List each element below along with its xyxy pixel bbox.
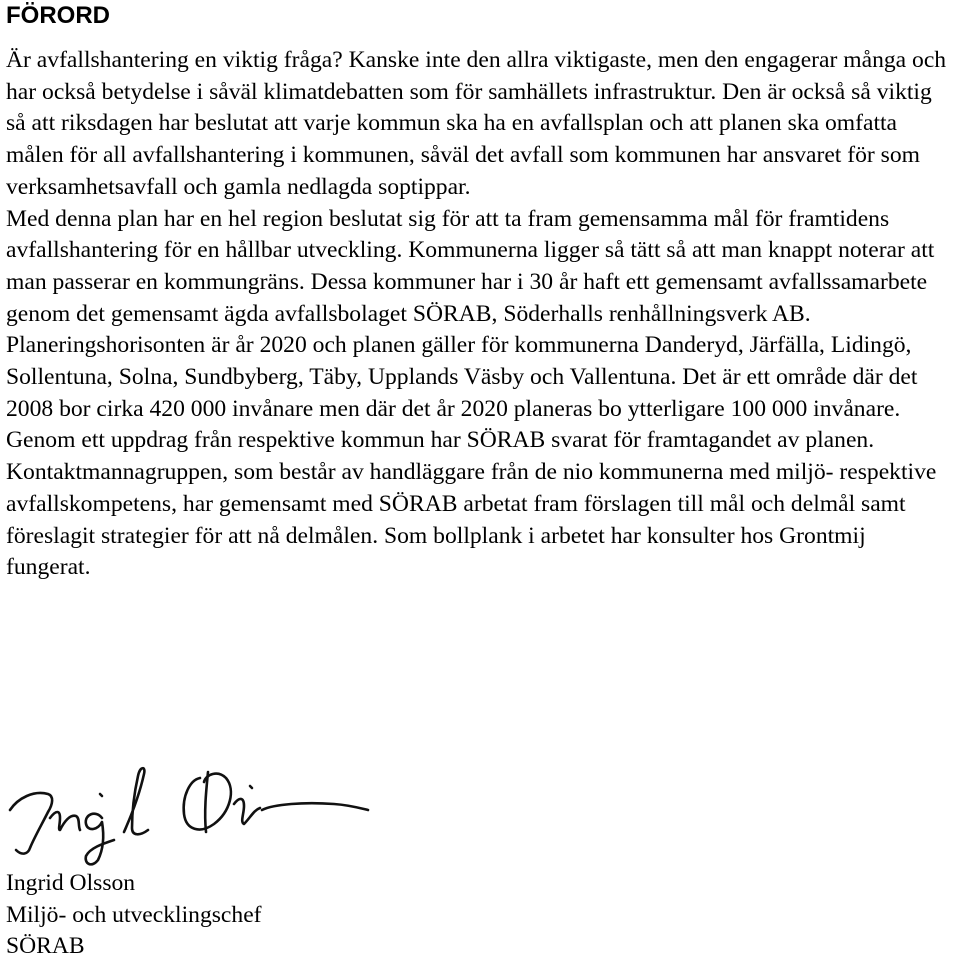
paragraph-1: Är avfallshantering en viktig fråga? Kanske inte den allra viktigaste, men den engagerar många och har också betydelse i såväl klimatdebatten som för samhällets infrastruktur. Den är också så viktig så att riksdagen har beslutat att varje kommun ska ha en avfallsplan och att planen ska omfatta målen för all avfallshantering i kommunen, såväl det avfall som kommunen har ansvaret för som verksamhetsavfall och gamla nedlagda soptippar. — [6, 47, 947, 200]
signer-name: Ingrid Olsson — [6, 870, 136, 896]
paragraph-3: Planeringshorisonten är år 2020 och planen gäller för kommunerna Danderyd, Järfälla, Lidingö, Sollentuna, Solna, Sundbyberg, Täby, Upplands Väsby och Vallentuna. Det är ett område där det 2008 bor cirka 420 000 invånare men där det år 2020 planeras bo ytterligare 100 000 invånare. — [6, 332, 918, 422]
foreword-body — [6, 45, 956, 584]
page-title: FÖRORD — [6, 2, 110, 29]
paragraph-2: Med denna plan har en hel region beslutat sig för att ta fram gemensamma mål för framtidens avfallshantering för en hållbar utveckling. Kommunerna ligger så tätt så att man knappt noterar att man passerar en kommungräns. Dessa kommuner har i 30 år haft ett gemensamt avfallssamarbete genom det gemensamt ägda avfallsbolaget SÖRAB, Söderhalls renhållningsverk AB. — [6, 205, 935, 327]
handwritten-signature — [4, 752, 374, 867]
document-page — [6, 0, 956, 584]
signoff-block — [6, 868, 262, 963]
signer-title: Miljö- och utvecklingschef — [6, 901, 262, 928]
paragraph-4: Genom ett uppdrag från respektive kommun har SÖRAB svarat för framtagandet av planen. Kontaktmannagruppen, som består av handläggare från de nio kommunerna med miljö- respektive avfallskompetens, har gemensamt med SÖRAB arbetat fram förslagen till mål och delmål samt föreslagit strategier för att nå delmålen. Som bollplank i arbetet har konsulter hos Grontmij fungerat. — [6, 427, 937, 581]
signer-organization: SÖRAB — [6, 933, 85, 959]
